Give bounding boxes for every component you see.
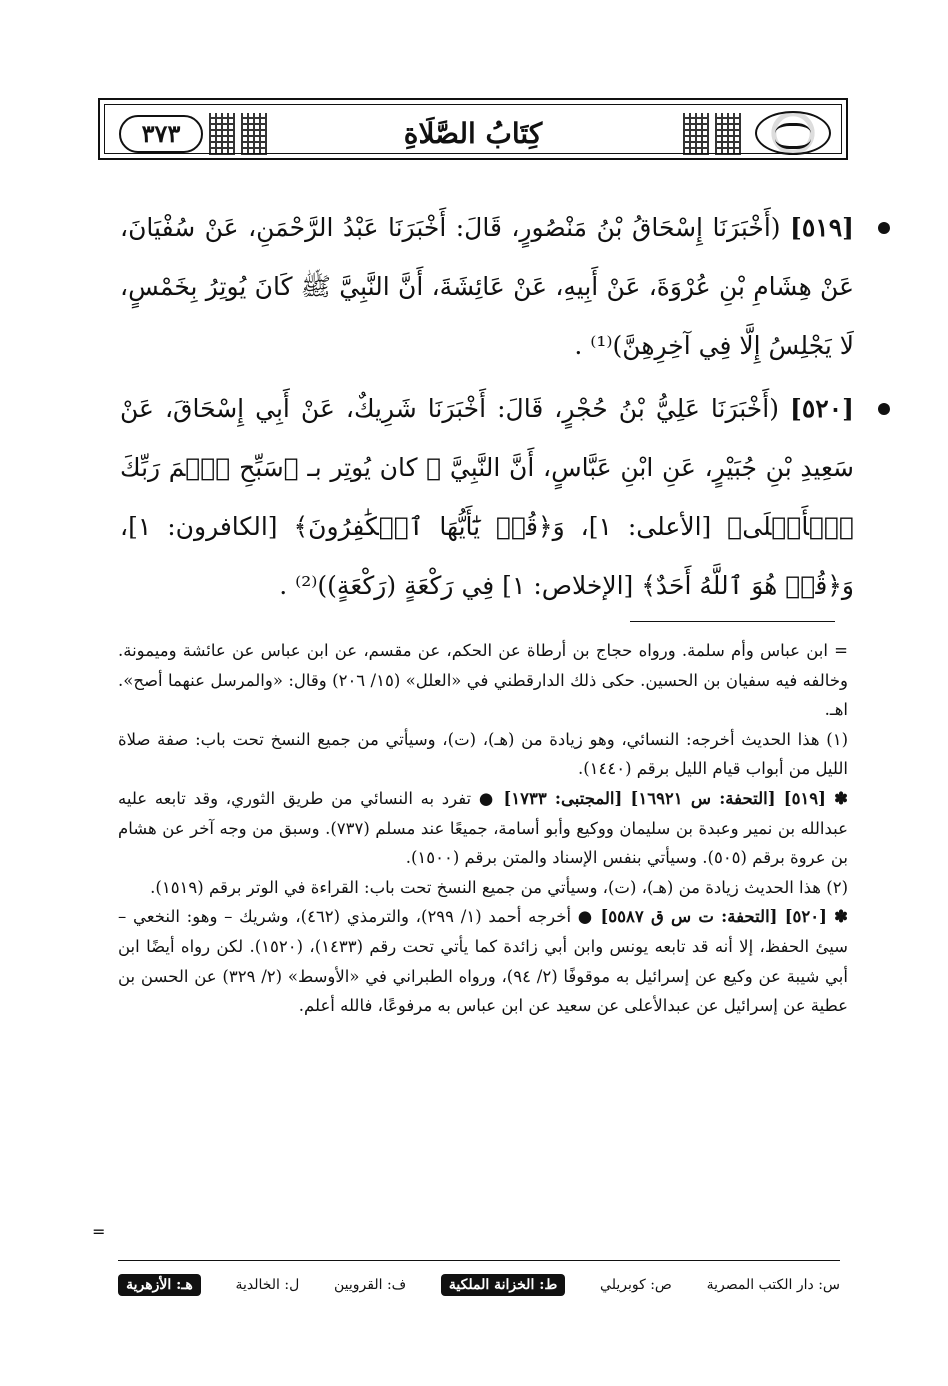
footnote-2: (٢) هذا الحديث زيادة من (هـ)، (ت)، وسيأتي من جميع النسخ تحت باب: القراءة في الوتر برقم (١٥١٩). <box>150 877 848 897</box>
header-frame <box>104 104 842 154</box>
hadith-number: [٥٢٠] <box>790 394 854 423</box>
ornament-right-2 <box>683 113 709 155</box>
legend-f: ف: القرويين <box>334 1277 407 1293</box>
ornament-right-1 <box>715 113 741 155</box>
bullet-icon <box>878 403 890 415</box>
ornament-left-2 <box>241 113 267 155</box>
continuation-mark: = <box>92 1222 106 1241</box>
publisher-logo <box>755 111 831 155</box>
legend-s: س: دار الكتب المصرية <box>706 1277 840 1293</box>
tuhfa-text: ● تفرد به النسائي من طريق الثوري، وقد تابعه عليه عبدالله بن نمير وعبدة بن سليمان ووكيع وأبو أسامة، جميعًا عند مسلم (٧٣٧). وسبق من وجه آخر عن هشام بن عروة برقم (٥٠٥). وسيأتي بنفس الإسناد والمتن برقم (١٥٠٠). <box>118 788 848 868</box>
hadith-number: [٥١٩] <box>790 213 854 242</box>
tuhfa-ref: ✽ [٥٢٠] [التحفة: ت س ق ٥٥٨٧] <box>600 907 848 927</box>
tuhfa-note-519 <box>118 784 848 873</box>
hadith-text: (أَخْبَرَنَا إِسْحَاقُ بْنُ مَنْصُورٍ، قَالَ: أَخْبَرَنَا عَبْدُ الرَّحْمَنِ، عَنْ سُفْيَانَ، عَنْ هِشَامِ بْنِ عُرْوَةَ، عَنْ أَبِيهِ، عَنْ عَائِشَةَ، أَنَّ النَّبِيَّ ﷺ كَانَ يُوتِرُ بِخَمْسٍ، لَا يَجْلِسُ إِلَّا فِي آخِرِهِنَّ)⁽¹⁾ . <box>120 213 854 360</box>
legend-ss: ص: كوبريلي <box>600 1277 672 1293</box>
hadith-520 <box>120 379 890 615</box>
legend-t: ط: الخزانة الملكية <box>441 1274 565 1296</box>
tuhfa-note-520 <box>118 902 848 1020</box>
page-number: ٣٧٣ <box>119 115 203 153</box>
footnotes <box>118 636 848 1021</box>
page-header <box>98 98 848 160</box>
legend-h: هـ: الأزهرية <box>118 1274 201 1296</box>
book-title: كِتَابُ الصَّلَاةِ <box>403 117 543 150</box>
ornament-left-1 <box>209 113 235 155</box>
footnote-1: (١) هذا الحديث أخرجه: النسائي، وهو زيادة من (هـ)، (ت)، وسيأتي من جميع النسخ تحت باب: صفة صلاة الليل من أبواب قيام الليل برقم (١٤٤٠). <box>118 729 848 779</box>
legend-l: ل: الخالدية <box>235 1277 300 1293</box>
legend-rule <box>118 1260 840 1261</box>
tuhfa-text: ● أخرجه أحمد (١/ ٢٩٩)، والترمذي (٤٦٢)، وشريك – وهو: النخعي – سيئ الحفظ، إلا أنه قد تابعه يونس وابن أبي زائدة كما يأتي تحت رقم (١٤٣٣)، (١٥٢٠). لكن رواه أيضًا ابن أبي شيبة عن وكيع عن إسرائيل به موقوفًا (٢/ ٩٤)، ورواه الطبراني في «الأوسط» (٢/ ٣٢٩) عن الحسن بن عطية عن إسرائيل عن عبدالأعلى عن سعيد عن ابن عباس به مرفوعًا، فالله أعلم. <box>118 907 848 1016</box>
footnote-continued: = ابن عباس وأم سلمة. ورواه حجاج بن أرطاة عن الحكم، عن مقسم، عن ابن عباس عن عائشة وميمونة. وخالفه فيه سفيان بن الحسين. حكى ذلك الدارقطني في «العلل» (١٥/ ٢٠٦) وقال: «والمرسل عنهما أصح». اهـ. <box>118 641 848 720</box>
manuscript-legend <box>118 1268 840 1302</box>
tuhfa-ref: ✽ [٥١٩] [التحفة: س ١٦٩٢١] [المجتبى: ١٧٣٣] <box>503 788 848 808</box>
hadith-text: (أَخْبَرَنَا عَلِيُّ بْنُ حُجْرٍ، قَالَ: أَخْبَرَنَا شَرِيكٌ، عَنْ أَبِي إِسْحَاقَ، عَنْ سَعِيدِ بْنِ جُبَيْرٍ، عَنِ ابْنِ عَبَّاسٍ، أَنَّ النَّبِيَّ ﷺ كان يُوتِر بـ ﴿سَبِّحِ ٱسۡمَ رَبِّكَ ٱلۡأَعۡلَى﴾ [الأعلى: ١]، وَ﴿قُلۡ يَٰٓأَيُّهَا ٱلۡكَٰفِرُونَ﴾ [الكافرون: ١]، وَ﴿قُلۡ هُوَ ٱللَّهُ أَحَدٌ﴾ [الإخلاص: ١] فِي رَكْعَةٍ (رَكْعَةٍ))⁽²⁾ . <box>120 394 854 600</box>
bullet-icon <box>878 222 890 234</box>
hadith-519 <box>120 198 890 375</box>
footnote-separator <box>630 621 835 622</box>
main-text <box>120 198 890 619</box>
